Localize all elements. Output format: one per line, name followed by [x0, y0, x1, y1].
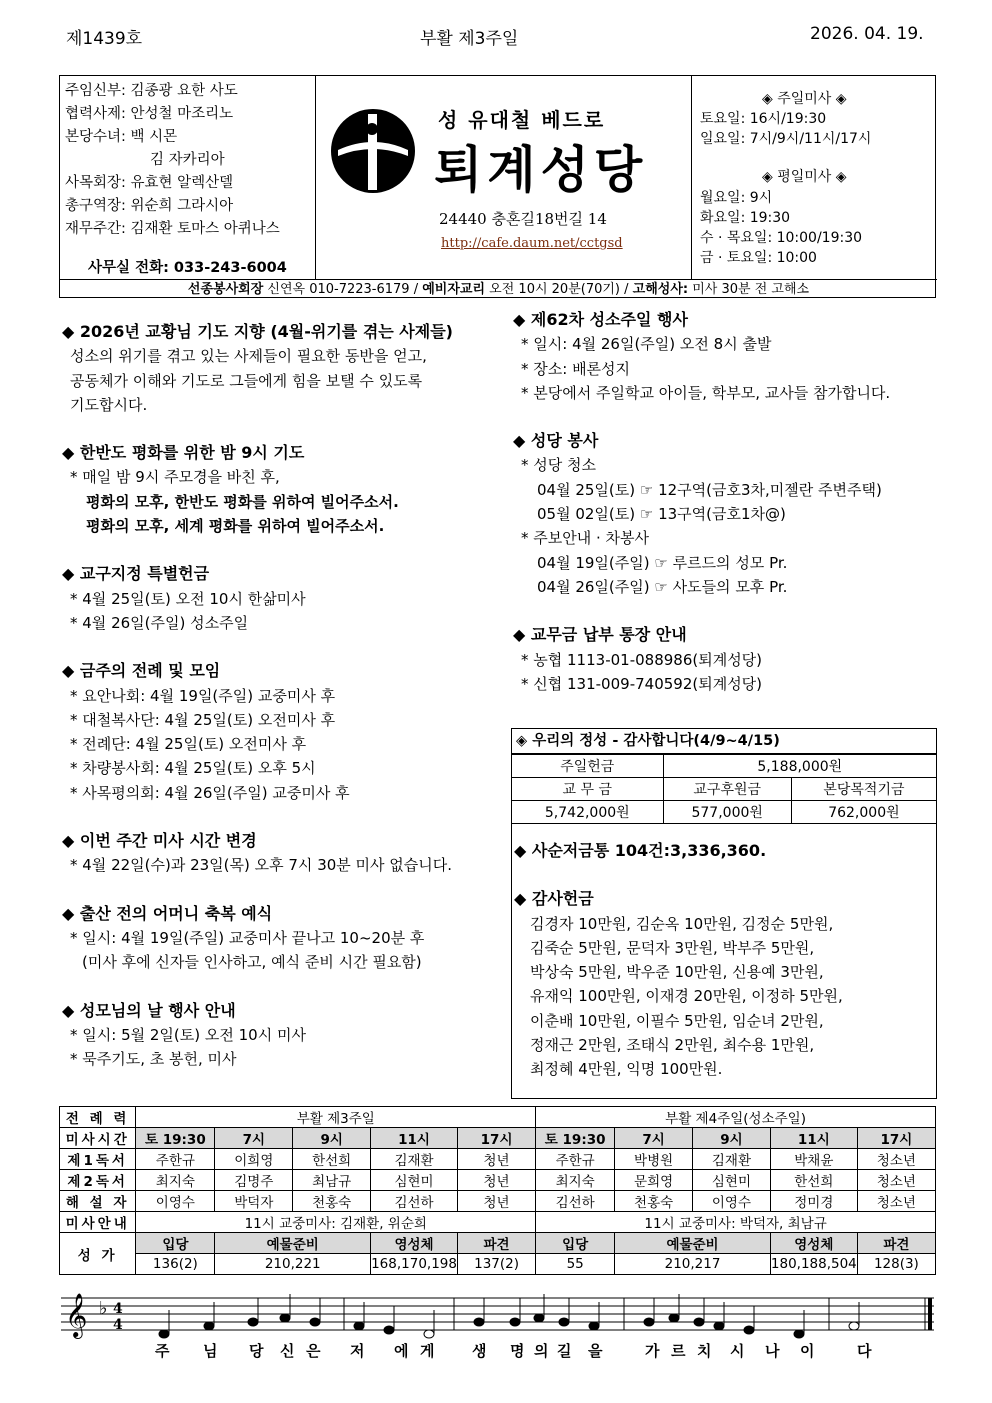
lyric-syllable: 저 — [350, 1342, 365, 1360]
text-line: * 성당 청소 — [521, 456, 596, 475]
week-4-title: 부활 제4주일(성소주일) — [536, 1107, 936, 1128]
reader-cell: 김명주 — [215, 1170, 293, 1191]
commentator-cell: 정미경 — [770, 1191, 857, 1212]
staff-pastor: 주임신부: 김종광 요한 사도 — [65, 83, 238, 99]
text-line: 공동체가 이해와 기도로 그들에게 힘을 보탤 수 있도록 — [70, 371, 423, 390]
lyric-syllable: 이 — [800, 1342, 815, 1360]
reader-cell: 김재환 — [693, 1149, 771, 1170]
text-line: * 일시: 4월 19일(주일) 교중미사 끝나고 10~20분 후 — [70, 928, 425, 947]
text-line: * 사목평의회: 4월 26일(주일) 교중미사 후 — [70, 783, 350, 802]
strip-catechumen-value: 오전 10시 20분(70기) / — [489, 282, 629, 297]
reader-cell: 최지숙 — [536, 1170, 615, 1191]
liturgy-schedule-table — [59, 1106, 936, 1275]
hymn-header: 파견 — [857, 1233, 935, 1254]
mass-times — [691, 76, 937, 279]
gift-list — [514, 839, 843, 1082]
section-mass-change: ◆ 이번 주간 미사 시간 변경 — [62, 831, 257, 851]
flat-sign-icon: ♭ — [99, 1298, 108, 1319]
time-signature: 4 — [113, 1301, 123, 1317]
commentator-cell: 이영수 — [693, 1191, 771, 1212]
commentator-cell: 김선하 — [371, 1191, 458, 1212]
hymn-number: 180,188,504 — [770, 1254, 857, 1275]
reader-cell: 청년 — [457, 1149, 535, 1170]
monday-mass: 월요일: 9시 — [700, 190, 773, 206]
liturgical-occasion: 부활 제3주일 — [420, 29, 519, 49]
text-line: 박상숙 5만원, 박우준 10만원, 신용예 3만원, — [530, 963, 824, 982]
lyric-syllable: 명 — [510, 1342, 525, 1360]
commentator-cell: 이영수 — [136, 1191, 215, 1212]
lyric-syllable: 을 — [588, 1342, 603, 1360]
text-line: 김경자 10만원, 김순옥 10만원, 김정순 5만원, — [530, 914, 834, 933]
strip-catechumen-label: 예비자교리 — [422, 282, 486, 297]
commentator-cell: 청년 — [457, 1191, 535, 1212]
text-line: 05월 02일(토) ☞ 13구역(금호1차@) — [537, 505, 786, 524]
staff-assistant: 협력사제: 안성철 마조리노 — [65, 106, 234, 122]
text-line: * 본당에서 주일학교 아이들, 학부모, 교사들 참가합니다. — [521, 383, 891, 402]
text-line: * 차량봉사회: 4월 25일(토) 오후 5시 — [70, 759, 316, 778]
mass-time: 토 19:30 — [136, 1128, 215, 1149]
section-peace-prayer: ◆ 한반도 평화를 위한 밤 9시 기도 — [62, 443, 305, 463]
hymn-number: 55 — [536, 1254, 615, 1275]
sunday-offering-label: 주일헌금 — [512, 755, 663, 778]
section-mother-blessing: ◆ 출산 전의 어머니 축복 예식 — [62, 903, 273, 923]
left-column — [62, 320, 453, 1071]
offering-value: 762,000원 — [791, 801, 936, 824]
sunday-mass-title: ◈ 주일미사 ◈ — [762, 91, 847, 107]
music-note — [280, 1314, 290, 1322]
text-line: * 장소: 배론성지 — [521, 359, 631, 378]
section-thanks-offering: ◆ 감사헌금 — [514, 889, 594, 909]
row-label-reading-2: 제2독서 — [60, 1170, 136, 1191]
text-line: 04월 25일(토) ☞ 12구역(금호3차,미젤란 주변주택) — [537, 480, 882, 499]
hymn-number: 136(2) — [136, 1254, 215, 1275]
reader-cell: 한선희 — [770, 1170, 857, 1191]
hymn-number: 168,170,198 — [371, 1254, 458, 1275]
text-line: * 매일 밤 9시 주모경을 바친 후, — [70, 468, 280, 487]
text-line: * 대철복사단: 4월 25일(토) 오전미사 후 — [70, 710, 336, 729]
reader-cell: 한선희 — [293, 1149, 371, 1170]
row-label-calendar: 전 례 력 — [60, 1107, 136, 1128]
church-patron: 성 유대철 베드로 — [438, 108, 606, 132]
mass-time: 11시 — [770, 1128, 857, 1149]
music-note — [694, 1318, 704, 1326]
section-bank-accounts: ◆ 교무금 납부 통장 안내 — [513, 625, 687, 645]
music-note — [354, 1322, 364, 1330]
text-line: * 일시: 5월 2일(토) 오전 10시 미사 — [70, 1025, 306, 1044]
lyric-syllable: 가 — [645, 1342, 660, 1360]
office-phone: 사무실 전화: 033-243-6004 — [88, 260, 287, 276]
strip-confession-label: 고해성사: — [632, 282, 689, 297]
issue-date: 2026. 04. 19. — [810, 24, 924, 44]
reader-cell: 주한규 — [536, 1149, 615, 1170]
commentator-cell: 김선하 — [536, 1191, 615, 1212]
mass-time: 7시 — [215, 1128, 293, 1149]
lyric-syllable: 의 — [534, 1342, 549, 1360]
music-note — [310, 1318, 320, 1326]
reader-cell: 최지숙 — [136, 1170, 215, 1191]
row-label-time: 미사시간 — [60, 1128, 136, 1149]
mass-guide-week3: 11시 교중미사: 김재환, 위순희 — [136, 1212, 536, 1233]
text-line: 최정혜 4만원, 익명 100만원. — [530, 1060, 723, 1079]
text-line: 평화의 모후, 세계 평화를 위하여 빌어주소서. — [86, 517, 385, 536]
poor-box-total: ◆ 사순저금통 104건:3,336,360. — [514, 841, 767, 860]
melody-notes — [159, 1294, 859, 1338]
text-line: 정재근 2만원, 조태식 2만원, 최수용 1만원, — [530, 1036, 815, 1055]
church-emblem-icon — [328, 106, 418, 196]
text-line: 유재익 100만원, 이재경 20만원, 이정하 5만원, — [530, 987, 843, 1006]
mass-time: 7시 — [615, 1128, 693, 1149]
lyric-syllable: 치 — [697, 1342, 712, 1360]
hymn-header: 예물준비 — [215, 1233, 371, 1254]
lyric-syllable: 당 — [249, 1342, 264, 1360]
text-line: 평화의 모후, 한반도 평화를 위하여 빌어주소서. — [86, 492, 399, 511]
music-note — [384, 1326, 394, 1334]
commentator-cell: 청소년 — [857, 1191, 935, 1212]
reader-cell: 주한규 — [136, 1149, 215, 1170]
lyric-syllable: 님 — [203, 1342, 218, 1360]
text-line: * 요안나회: 4월 19일(주일) 교중미사 후 — [70, 686, 336, 705]
text-line: 이춘배 10만원, 이필수 5만원, 임순녀 2만원, — [530, 1011, 824, 1030]
commentator-cell: 천홍숙 — [293, 1191, 371, 1212]
reader-cell: 청소년 — [857, 1149, 935, 1170]
fri-sat-mass: 금 · 토요일: 10:00 — [700, 250, 817, 266]
music-note — [669, 1314, 679, 1322]
section-mary-day: ◆ 성모님의 날 행사 안내 — [62, 1000, 236, 1020]
church-address: 24440 충혼길18번길 14 — [439, 210, 607, 228]
hymn-header: 입당 — [536, 1233, 615, 1254]
hymn-header: 파견 — [457, 1233, 535, 1254]
text-line: * 4월 25일(토) 오전 10시 한삶미사 — [70, 589, 306, 608]
week-3-title: 부활 제3주일 — [136, 1107, 536, 1128]
treble-clef-icon: 𝄞 — [65, 1293, 88, 1337]
staff-council-president: 사목회장: 유효현 알렉산델 — [65, 175, 234, 191]
hymn-header: 입당 — [136, 1233, 215, 1254]
hymn-header: 영성체 — [371, 1233, 458, 1254]
issue-number: 제1439호 — [66, 29, 143, 49]
mass-time: 11시 — [371, 1128, 458, 1149]
row-label-guide: 미사안내 — [60, 1212, 136, 1233]
music-note — [714, 1322, 724, 1330]
music-note — [589, 1322, 599, 1330]
row-label-hymn: 성 가 — [60, 1233, 136, 1275]
music-note — [248, 1318, 258, 1326]
sunday-mass: 일요일: 7시/9시/11시/17시 — [700, 131, 872, 147]
section-special-offering: ◆ 교구지정 특별헌금 — [62, 564, 210, 584]
reader-cell: 이희영 — [215, 1149, 293, 1170]
hymn-header: 예물준비 — [615, 1233, 771, 1254]
lyric-syllable: 다 — [857, 1342, 872, 1360]
lyric-syllable: 시 — [730, 1342, 745, 1360]
text-line: 04월 19일(주일) ☞ 루르드의 성모 Pr. — [537, 553, 788, 572]
lyric-syllable: 은 — [306, 1342, 321, 1360]
weekday-mass-title: ◈ 평일미사 ◈ — [762, 169, 847, 185]
mass-guide-week4: 11시 교중미사: 박덕자, 최남규 — [536, 1212, 936, 1233]
lyric-syllable: 신 — [280, 1342, 295, 1360]
lyric-syllable: 에 — [394, 1342, 409, 1360]
mass-time: 17시 — [457, 1128, 535, 1149]
offering-header: 교구후원금 — [663, 778, 791, 801]
lyric-syllable: 주 — [155, 1342, 170, 1360]
church-website-link[interactable]: http://cafe.daum.net/cctgsd — [441, 236, 623, 251]
lyric-syllable: 길 — [557, 1342, 572, 1360]
music-note — [474, 1318, 484, 1326]
row-label-reading-1: 제1독서 — [60, 1149, 136, 1170]
offering-value: 577,000원 — [663, 801, 791, 824]
offering-value: 5,742,000원 — [512, 801, 663, 824]
text-line: 성소의 위기를 겪고 있는 사제들이 필요한 동반을 얻고, — [70, 347, 427, 366]
section-vocation-sunday: ◆ 제62차 성소주일 행사 — [513, 310, 688, 329]
music-note — [559, 1318, 569, 1326]
text-line: 김죽순 5만원, 문덕자 3만원, 박부주 5만원, — [530, 938, 815, 957]
commentator-cell: 천홍숙 — [615, 1191, 693, 1212]
commentator-cell: 박덕자 — [215, 1191, 293, 1212]
offering-box — [511, 728, 937, 1099]
wed-thu-mass: 수 · 목요일: 10:00/19:30 — [700, 230, 863, 246]
section-prayer-intention: ◆ 2026년 교황님 기도 지향 (4월-위기를 겪는 사제들) — [62, 322, 453, 341]
reader-cell: 심현미 — [371, 1170, 458, 1191]
reader-cell: 심현미 — [693, 1170, 771, 1191]
sunday-offering-value: 5,188,000원 — [663, 755, 936, 778]
reader-cell: 박병원 — [615, 1149, 693, 1170]
lyric-syllable: 게 — [420, 1342, 435, 1360]
staff-sister-1: 본당수녀: 백 시몬 — [65, 129, 178, 145]
text-line: (미사 후에 신자들 인사하고, 예식 준비 시간 필요함) — [82, 953, 422, 972]
text-line: 기도합시다. — [70, 395, 148, 414]
right-column — [513, 308, 890, 696]
music-note — [204, 1322, 214, 1330]
hymn-number: 137(2) — [457, 1254, 535, 1275]
masthead — [59, 75, 936, 298]
mass-time: 토 19:30 — [536, 1128, 615, 1149]
music-note — [534, 1314, 544, 1322]
tuesday-mass: 화요일: 19:30 — [700, 210, 791, 226]
text-line: * 주보안내 · 차봉사 — [521, 529, 650, 548]
saturday-mass: 토요일: 16시/19:30 — [700, 111, 827, 127]
text-line: * 신협 131-009-740592(퇴계성당) — [521, 674, 763, 693]
music-note — [510, 1318, 520, 1326]
reader-cell: 김재환 — [371, 1149, 458, 1170]
offering-table — [512, 754, 936, 824]
row-label-commentator: 해 설 자 — [60, 1191, 136, 1212]
staff-finance: 재무주간: 김재환 토마스 아퀴나스 — [65, 221, 280, 237]
reader-cell: 문희영 — [615, 1170, 693, 1191]
music-note — [644, 1318, 654, 1326]
text-line: 04월 26일(주일) ☞ 사도들의 모후 Pr. — [537, 577, 788, 596]
text-line: * 일시: 4월 26일(주일) 오전 8시 출발 — [521, 335, 772, 354]
church-name: 퇴계성당 — [434, 141, 648, 199]
music-note — [424, 1330, 434, 1338]
text-line: * 전례단: 4월 25일(토) 오전미사 후 — [70, 735, 307, 754]
music-note — [159, 1330, 169, 1338]
text-line: * 4월 22일(수)과 23일(목) 오후 7시 30분 미사 없습니다. — [70, 856, 453, 875]
strip-funeral-value: 신연옥 010-7223-6179 / — [267, 282, 419, 297]
offering-title: ◈ 우리의 정성 - 감사합니다(4/9~4/15) — [512, 729, 936, 754]
reader-cell: 박채윤 — [770, 1149, 857, 1170]
section-weekly-meetings: ◆ 금주의 전례 및 모임 — [62, 661, 221, 681]
text-line: * 농협 1113-01-088986(퇴계성당) — [521, 650, 763, 669]
offering-header: 본당목적기금 — [791, 778, 936, 801]
offering-header: 교 무 금 — [512, 778, 663, 801]
info-strip — [60, 279, 937, 299]
strip-confession-value: 미사 30분 전 고해소 — [692, 282, 810, 297]
mass-time: 9시 — [293, 1128, 371, 1149]
text-line: * 4월 26일(주일) 성소주일 — [70, 613, 249, 632]
staff-sister-2: 김 자카리아 — [150, 152, 225, 168]
lyric-syllable: 나 — [765, 1342, 780, 1360]
reader-cell: 최남규 — [293, 1170, 371, 1191]
reader-cell: 청년 — [457, 1170, 535, 1191]
staff-district-head: 총구역장: 위순희 그라시아 — [65, 198, 234, 214]
section-church-service: ◆ 성당 봉사 — [513, 431, 599, 451]
time-signature: 4 — [113, 1317, 123, 1333]
hymn-number: 128(3) — [857, 1254, 935, 1275]
lyric-syllable: 르 — [671, 1342, 686, 1360]
music-note — [744, 1326, 754, 1334]
text-line: * 묵주기도, 초 봉헌, 미사 — [70, 1050, 237, 1069]
hymn-header: 영성체 — [770, 1233, 857, 1254]
strip-funeral-label: 선종봉사회장 — [187, 282, 264, 297]
music-note — [794, 1330, 804, 1338]
mass-time: 9시 — [693, 1128, 771, 1149]
music-note — [849, 1322, 859, 1330]
staff-list — [60, 76, 316, 279]
mass-time: 17시 — [857, 1128, 935, 1149]
hymn-number: 210,221 — [215, 1254, 371, 1275]
hymn-number: 210,217 — [615, 1254, 771, 1275]
reader-cell: 청소년 — [857, 1170, 935, 1191]
lyric-syllable: 생 — [472, 1342, 487, 1360]
church-logo-area — [316, 76, 691, 279]
